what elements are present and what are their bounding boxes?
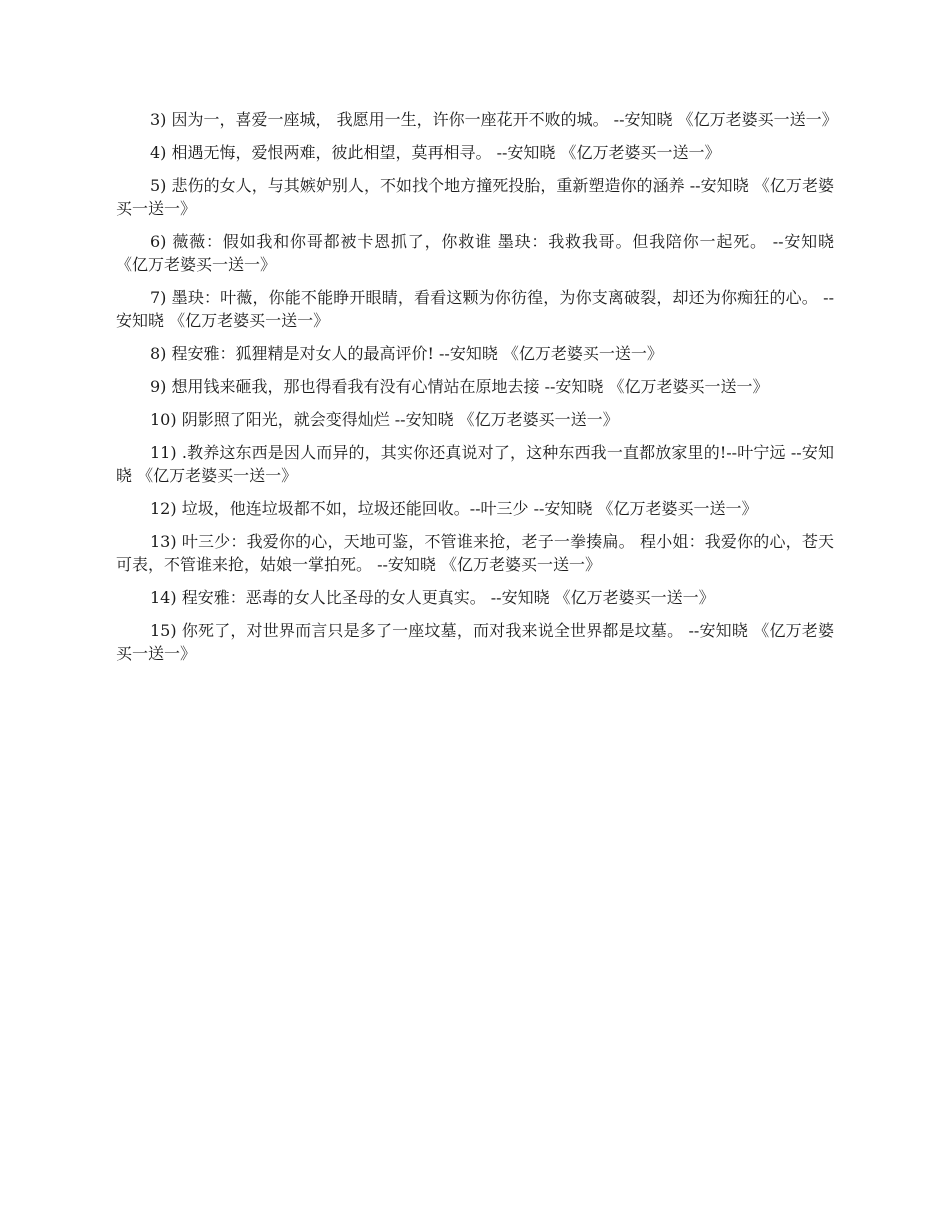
quote-paragraph: 7) 墨玦：叶薇，你能不能睁开眼睛，看看这颗为你彷徨，为你支离破裂，却还为你痴狂的心。 --安知晓 《亿万老婆买一送一》 <box>116 288 834 330</box>
quote-paragraph: 3) 因为一，喜爱一座城， 我愿用一生，许你一座花开不败的城。 --安知晓 《亿万老婆买一送一》 <box>150 110 838 129</box>
quote-paragraph: 12) 垃圾，他连垃圾都不如，垃圾还能回收。--叶三少 --安知晓 《亿万老婆买一送一》 <box>150 499 758 518</box>
quote-paragraph: 15) 你死了，对世界而言只是多了一座坟墓，而对我来说全世界都是坟墓。 --安知晓 《亿万老婆买一送一》 <box>116 621 834 663</box>
quote-paragraph: 14) 程安雅：恶毒的女人比圣母的女人更真实。 --安知晓 《亿万老婆买一送一》 <box>150 588 715 607</box>
document-body <box>116 108 838 675</box>
quote-paragraph: 9) 想用钱来砸我，那也得看我有没有心情站在原地去接 --安知晓 《亿万老婆买一送一》 <box>150 377 769 396</box>
quote-paragraph: 6) 薇薇：假如我和你哥都被卡恩抓了，你救谁 墨玦：我救我哥。但我陪你一起死。 --安知晓 《亿万老婆买一送一》 <box>116 232 834 274</box>
quote-paragraph: 10) 阴影照了阳光，就会变得灿烂 --安知晓 《亿万老婆买一送一》 <box>150 410 619 429</box>
quote-paragraph: 4) 相遇无悔，爱恨两难，彼此相望，莫再相寻。 --安知晓 《亿万老婆买一送一》 <box>150 143 721 162</box>
quote-paragraph: 11) .教养这东西是因人而异的，其实你还真说对了，这种东西我一直都放家里的!--叶宁远 --安知晓 《亿万老婆买一送一》 <box>116 443 834 485</box>
quote-paragraph: 8) 程安雅：狐狸精是对女人的最高评价! --安知晓 《亿万老婆买一送一》 <box>150 344 663 363</box>
quote-paragraph: 5) 悲伤的女人，与其嫉妒别人，不如找个地方撞死投胎，重新塑造你的涵养 --安知晓 《亿万老婆买一送一》 <box>116 176 834 218</box>
quote-paragraph: 13) 叶三少：我爱你的心，天地可鉴，不管谁来抢，老子一拳揍扁。 程小姐：我爱你的心，苍天可表，不管谁来抢，姑娘一掌拍死。 --安知晓 《亿万老婆买一送一》 <box>116 532 834 574</box>
